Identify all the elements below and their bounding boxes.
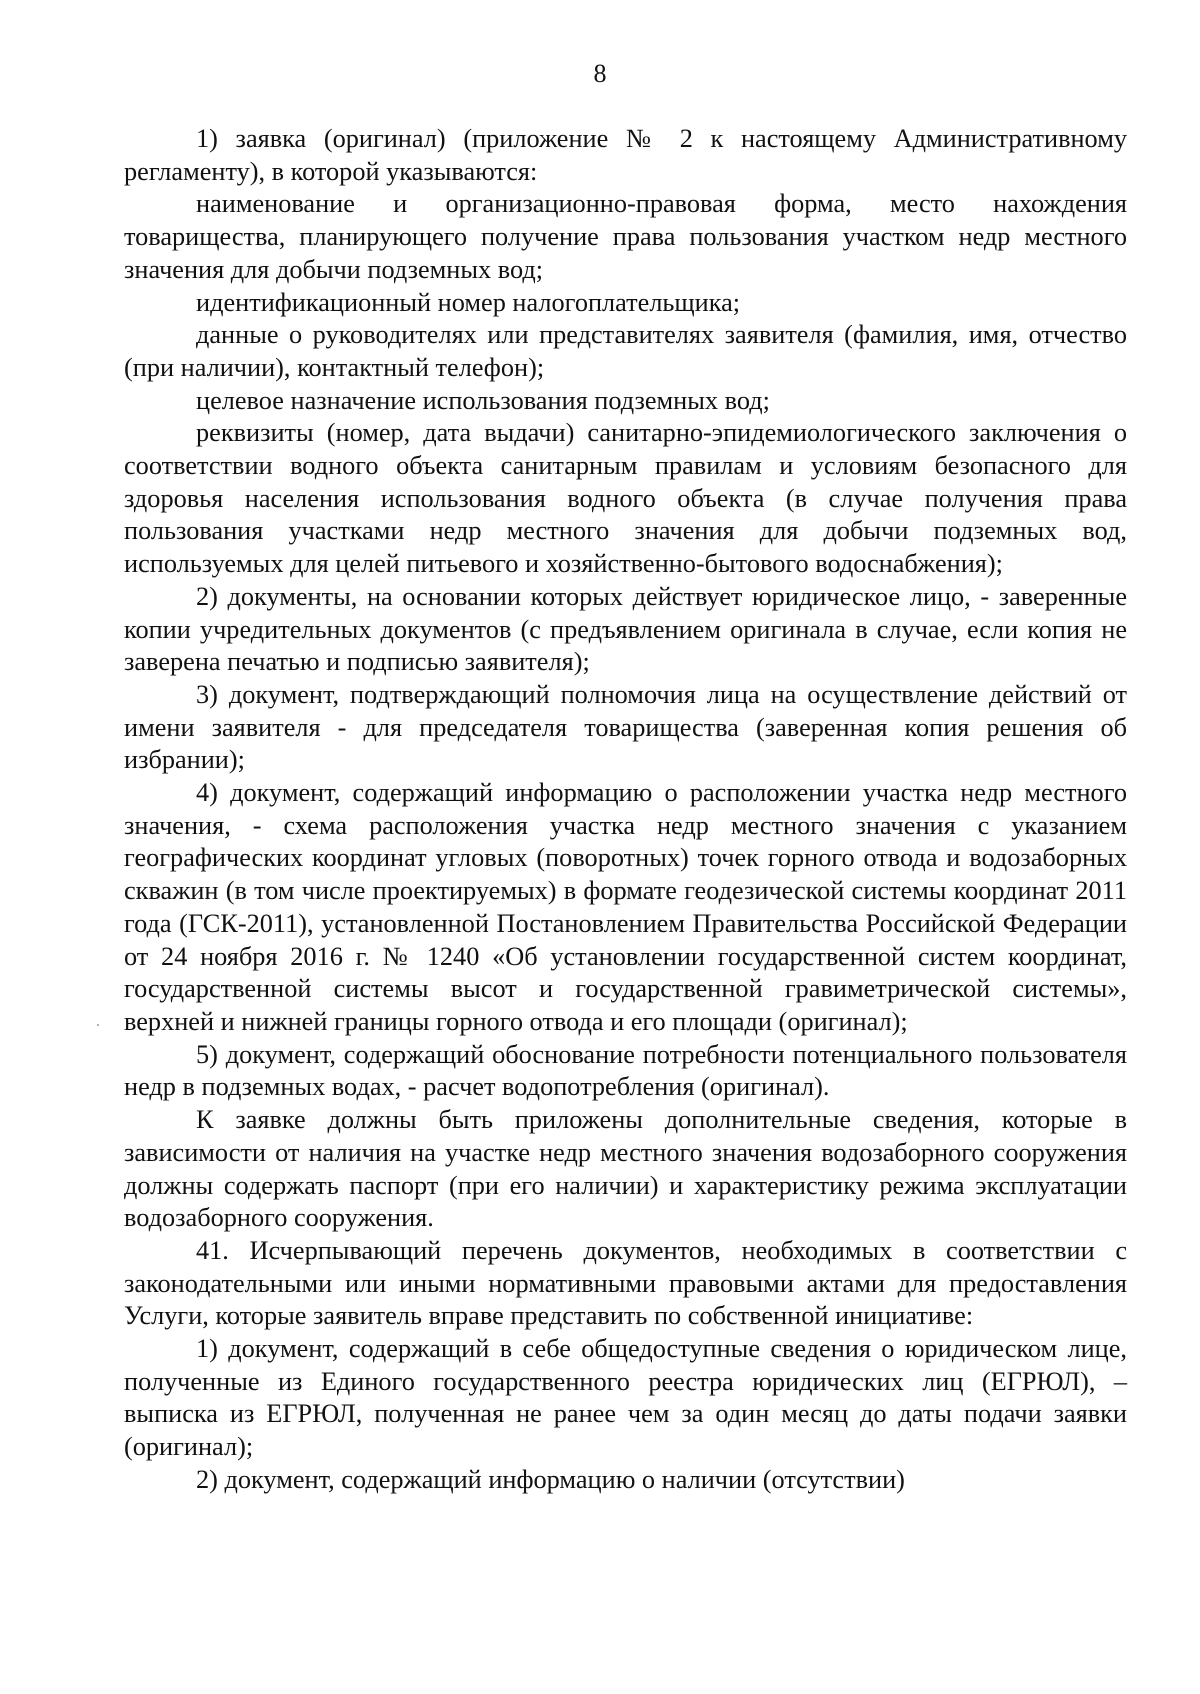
paragraph-egrul-extract: 1) документ, содержащий в себе общедоступные сведения о юридическом лице, полученные из Единого государственного реестра юридических лиц (ЕГРЮЛ), – выписка из ЕГРЮЛ, полученная не ранее чем за один месяц до даты подачи заявки (оригинал); [124,1334,1127,1462]
scan-dot [97,1024,99,1026]
paragraph-tax-id: идентификационный номер налогоплательщика; [196,287,741,317]
paragraph-application: 1) заявка (оригинал) (приложение № 2 к настоящему Административному регламенту), в которой указываются: [124,124,1127,186]
paragraph-presence-document: 2) документ, содержащий информацию о наличии (отсутствии) [196,1464,905,1494]
paragraph-purpose: целевое назначение использования подземных вод; [196,385,770,415]
paragraph-founding-documents: 2) документы, на основании которых действует юридическое лицо, - заверенные копии учредительных документов (с предъявлением оригинала в случае, если копия не заверена печатью и подписью заявителя); [124,581,1127,677]
paragraph-authority-document: 3) документ, подтверждающий полномочия лица на осуществление действий от имени заявителя - для председателя товарищества (заверенная копия решения об избрании); [124,679,1127,775]
paragraph-location-document: 4) документ, содержащий информацию о расположении участка недр местного значения, - схема расположения участка недр местного значения с указанием географических координат угловых (поворотных) точек горного отвода и водозаборных скважин (в том числе проектируемых) в формате геодезической системы координат 2011 года (ГСК-2011), установленной Постановлением Правительства Российской Федерации от 24 ноября 2016 г. № 1240 «Об установлении государственной систем координат, государственной системы высот и государственной гравиметрической системы», верхней и нижней границы горного отвода и его площади (оригинал); [124,778,1127,1036]
paragraph-name-and-form: наименование и организационно-правовая форма, место нахождения товарищества, планирующего получение права пользования участком недр местного значения для добычи подземных вод; [124,189,1127,284]
paragraph-sanitary-conclusion: реквизиты (номер, дата выдачи) санитарно-эпидемиологического заключения о соответствии водного объекта санитарным правилам и условиям безопасного для здоровья населения использования водного объекта (в случае получения права пользования участками недр местного значения для добычи подземных вод, используемых для целей питьевого и хозяйственно-бытового водоснабжения); [124,418,1127,579]
document-body [124,123,1127,1497]
page-number: 8 [593,59,607,88]
paragraph-additional-info: К заявке должны быть приложены дополнительные сведения, которые в зависимости от наличия на участке недр местного значения водозаборного сооружения должны содержать паспорт (при его наличии) и характеристику режима эксплуатации водозаборного сооружения. [124,1105,1127,1233]
paragraph-section-41: 41. Исчерпывающий перечень документов, необходимых в соответствии с законодательными или иными нормативными правовыми актами для предоставления Услуги, которые заявитель вправе представить по собственной инициативе: [124,1235,1127,1331]
paragraph-representatives: данные о руководителях или представителях заявителя (фамилия, имя, отчество (при наличии), контактный телефон); [124,320,1127,382]
paragraph-water-demand: 5) документ, содержащий обоснование потребности потенциального пользователя недр в подземных водах, - расчет водопотребления (оригинал). [124,1039,1127,1102]
